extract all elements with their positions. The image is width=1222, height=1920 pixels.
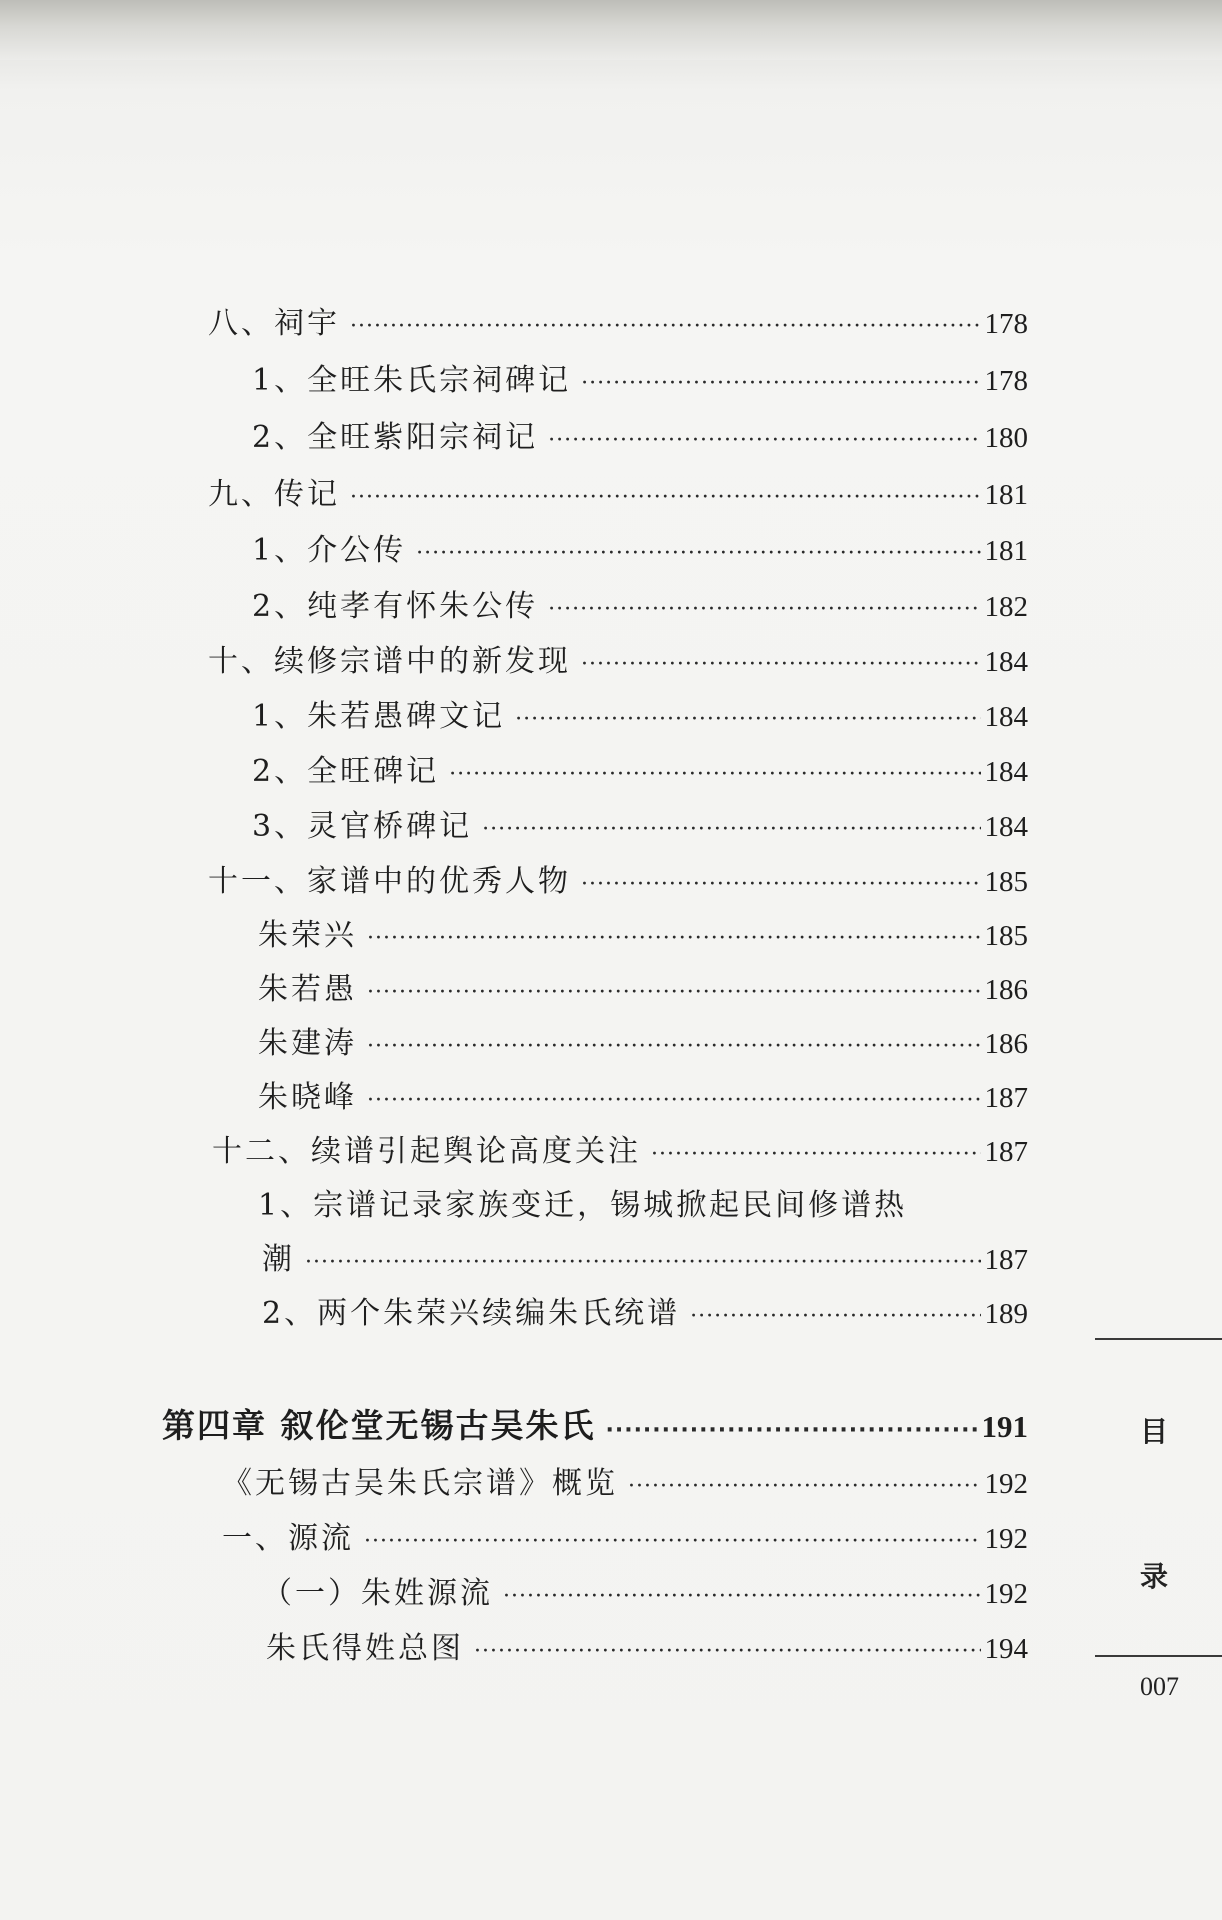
toc-entry-page: 191 [981,1409,1028,1444]
toc-entry-title: 2、全旺紫阳宗祠记 [252,420,539,455]
toc-leader-dots [651,1142,981,1167]
toc-entry [208,636,1028,680]
toc-entry-title: 朱荣兴 [258,918,357,953]
toc-entry-page: 181 [984,535,1028,567]
toc-entry-title: 朱氏得姓总图 [266,1631,464,1666]
toc-leader-dots [350,314,981,339]
toc-entry-page: 192 [984,1468,1028,1500]
toc-entry-title: 朱建涛 [258,1026,357,1061]
toc-entry-page: 184 [984,701,1028,733]
toc-leader-dots [503,1584,981,1609]
toc-entry-page: 192 [984,1523,1028,1555]
toc-entry [252,691,1028,735]
toc-entry-title: 1、介公传 [252,533,407,568]
toc-entry-page: 180 [984,422,1028,454]
toc-leader-dots [364,1529,981,1554]
toc-entry [252,355,1028,399]
toc-entry-title: 2、两个朱荣兴续编朱氏统谱 [262,1296,681,1331]
toc-entry [258,964,1028,1008]
toc-leader-dots [515,707,980,732]
toc-entry-page: 187 [984,1136,1028,1168]
sidebar-top-rule [1095,1338,1222,1340]
toc-entry [212,1126,1028,1170]
toc-entry [222,1513,1028,1557]
toc-entry-title: 十一、家谱中的优秀人物 [208,864,571,899]
toc-entry-title: 2、纯孝有怀朱公传 [252,589,539,624]
sidebar-label-mu: 目 [1140,1415,1169,1448]
toc-entry [258,1018,1028,1062]
page-top-shadow [0,0,1222,60]
toc-chapter-entry [162,1400,1028,1447]
toc-leader-dots [628,1474,981,1499]
toc-entry-page: 182 [984,591,1028,623]
toc-entry-page: 189 [984,1298,1028,1330]
toc-entry-page: 186 [984,1028,1028,1060]
toc-entry-page: 178 [984,365,1028,397]
toc-entry [208,298,1028,342]
toc-leader-dots [548,428,980,453]
toc-leader-dots [581,872,981,897]
toc-entry-page: 185 [984,866,1028,898]
toc-leader-dots [367,1034,981,1059]
toc-entry-page: 194 [984,1633,1028,1665]
toc-entry [208,856,1028,900]
toc-entry [252,525,1028,569]
toc-entry [252,801,1028,845]
sidebar-bottom-rule [1095,1655,1222,1657]
sidebar-label-lu: 录 [1140,1560,1169,1593]
toc-entry-page: 184 [984,811,1028,843]
toc-leader-dots [581,652,981,677]
toc-entry-title: 一、源流 [222,1521,354,1556]
toc-entry-title: 1、全旺朱氏宗祠碑记 [252,363,572,398]
toc-entry-page: 184 [984,646,1028,678]
toc-leader-dots [367,926,981,951]
toc-entry [258,910,1028,954]
toc-entry-page: 178 [984,308,1028,340]
toc-leader-dots [474,1639,981,1664]
toc-entry-continuation: 潮 [262,1242,295,1277]
toc-entry-title: 朱若愚 [258,972,357,1007]
toc-chapter-title: 第四章 叙伦堂无锡古吴朱氏 [162,1406,596,1445]
toc-entry [266,1623,1028,1667]
toc-entry-title: 八、祠宇 [208,306,340,341]
toc-entry-page: 187 [984,1082,1028,1114]
toc-entry-title: 十二、续谱引起舆论高度关注 [212,1134,641,1169]
toc-leader-dots [482,817,980,842]
page-number: 007 [1140,1672,1179,1701]
toc-entry-title: 朱晓峰 [258,1080,357,1115]
toc-leader-dots [305,1250,981,1275]
toc-entry [208,469,1028,513]
toc-entry [258,1072,1028,1116]
toc-entry-title: 3、灵官桥碑记 [252,809,473,844]
toc-leader-dots [690,1304,980,1329]
toc-entry-title: 1、宗谱记录家族变迁，锡城掀起民间修谱热 [258,1188,908,1223]
toc-entry-title: 2、全旺碑记 [252,754,440,789]
toc-entry [252,412,1028,456]
toc-entry-page: 181 [984,479,1028,511]
toc-leader-dots [416,541,980,566]
toc-entry-page: 185 [984,920,1028,952]
toc-entry [222,1458,1028,1502]
toc-entry-page: 187 [984,1244,1028,1276]
toc-entry [262,1288,1028,1332]
toc-leader-dots [350,485,981,510]
toc-entry-page: 192 [984,1578,1028,1610]
toc-leader-dots [581,371,980,396]
toc-leader-dots [367,1088,981,1113]
toc-leader-dots [606,1418,978,1443]
toc-entry-page: 184 [984,756,1028,788]
toc-entry-title: 九、传记 [208,477,340,512]
toc-entry-title: 1、朱若愚碑文记 [252,699,506,734]
toc-entry [262,1568,1028,1612]
toc-entry-title: 《无锡古吴朱氏宗谱》概览 [222,1466,618,1501]
toc-entry [252,746,1028,790]
toc-entry-page: 186 [984,974,1028,1006]
toc-entry-title: （一）朱姓源流 [262,1576,493,1611]
toc-entry-title: 十、续修宗谱中的新发现 [208,644,571,679]
toc-leader-dots [367,980,981,1005]
toc-leader-dots [548,597,980,622]
toc-leader-dots [449,762,980,787]
toc-entry [252,581,1028,625]
toc-entry [262,1234,1028,1278]
